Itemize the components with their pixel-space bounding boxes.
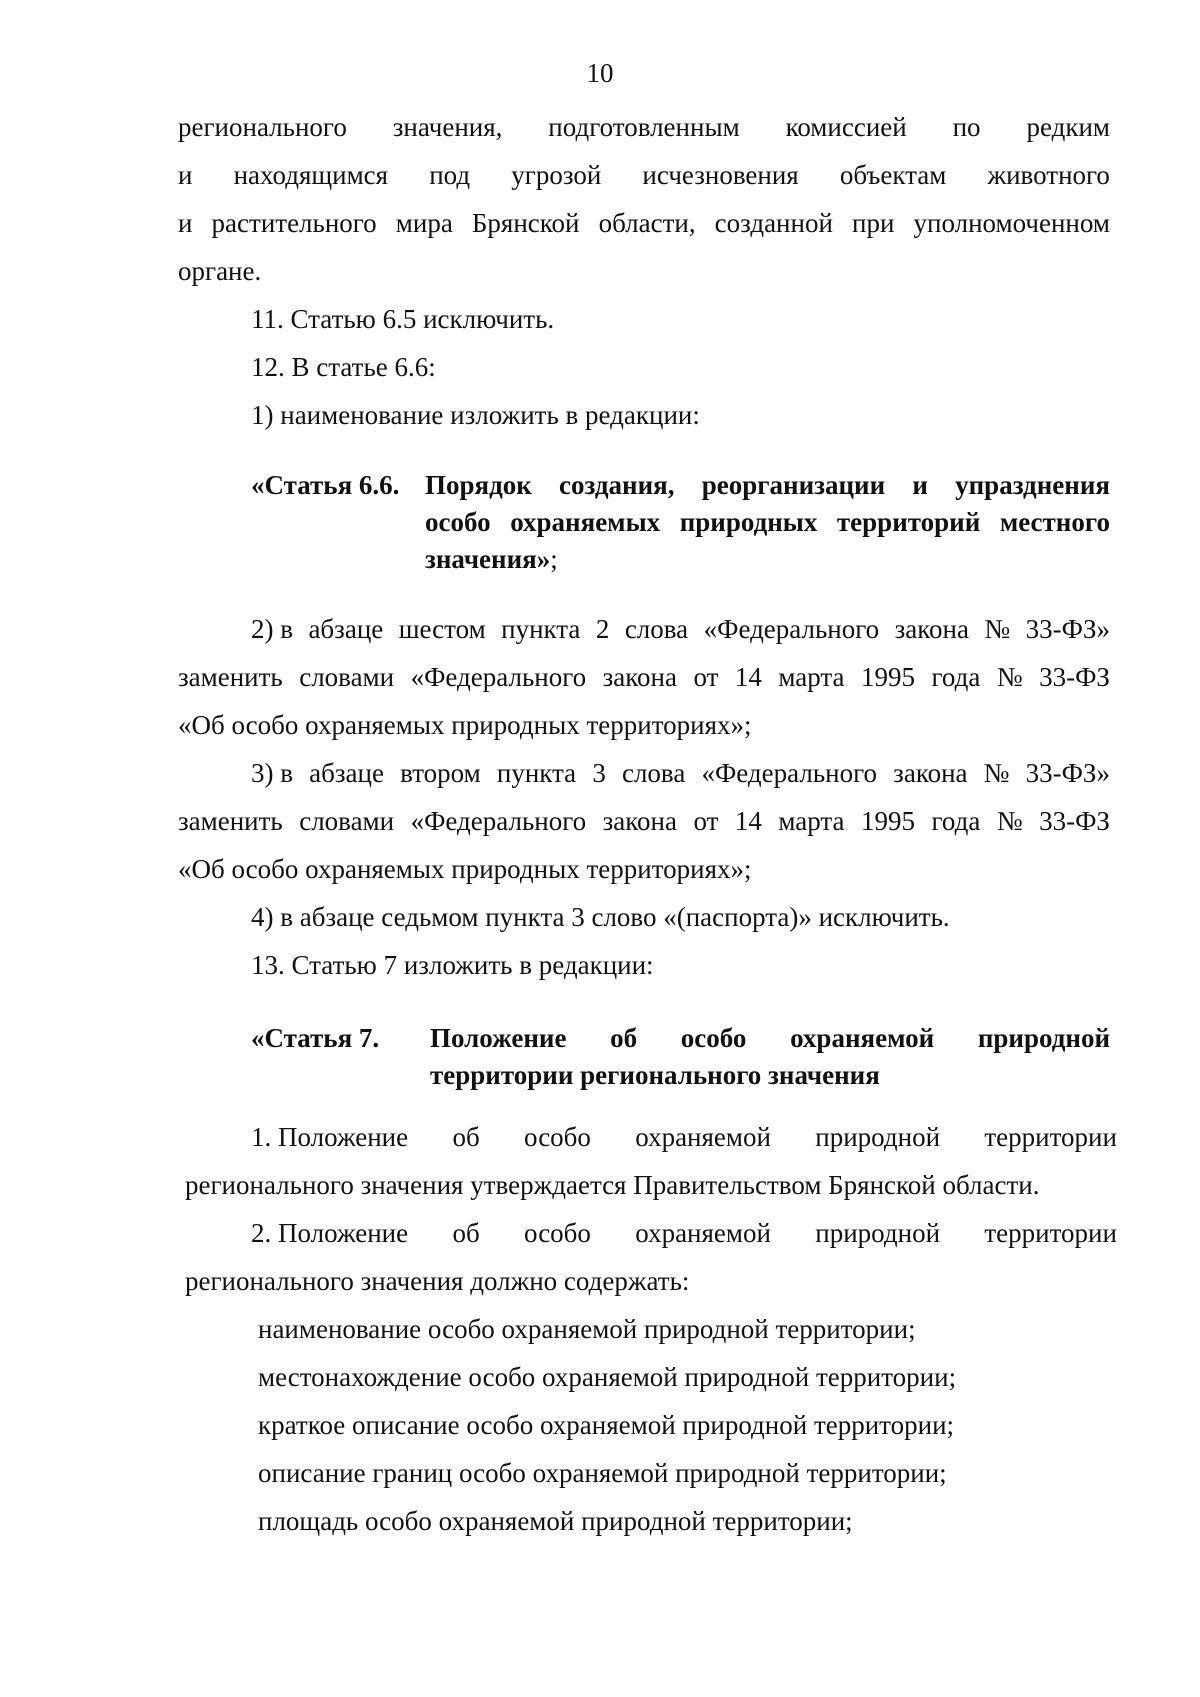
word: № — [996, 806, 1023, 836]
word: природной — [815, 1218, 941, 1248]
article-heading-label: «Статья 6.6. — [251, 470, 400, 500]
word: № — [996, 662, 1023, 692]
text-line — [251, 614, 1110, 644]
word: природной — [815, 1122, 941, 1152]
word: «Федерального — [410, 806, 587, 836]
word: охраняемых — [510, 507, 661, 537]
text-line — [178, 662, 1110, 692]
word: особо — [524, 1122, 591, 1152]
article-heading-punct: ; — [550, 544, 558, 574]
word: 14 — [734, 806, 762, 836]
word: 2 — [595, 614, 610, 644]
word: комиссией — [785, 112, 907, 142]
text-line: регионального значения утверждается Правительством Брянской области. — [185, 1170, 1040, 1200]
word: 3) в — [251, 758, 293, 788]
word: упразднения — [955, 470, 1110, 500]
word: территорий — [836, 507, 981, 537]
word: и — [912, 470, 928, 500]
word: 1995 — [861, 662, 915, 692]
word: пункта — [496, 758, 577, 788]
text-line: наименование особо охраняемой природной территории; — [258, 1314, 916, 1344]
text-line — [251, 1218, 1117, 1248]
word: 14 — [734, 662, 762, 692]
word: особо — [680, 1023, 747, 1053]
word: охраняемой — [635, 1218, 771, 1248]
word: местного — [999, 507, 1110, 537]
word: пункта — [501, 614, 581, 644]
word: абзаце — [308, 614, 384, 644]
word: редким — [1026, 112, 1110, 142]
word: года — [931, 806, 981, 836]
text-line: 1) наименование изложить в редакции: — [251, 400, 700, 430]
word: находящимся — [233, 160, 389, 190]
text-line — [178, 208, 1110, 238]
word: слова — [621, 758, 686, 788]
word: значения, — [392, 112, 503, 142]
article-heading-line — [430, 1023, 1110, 1053]
text-line — [251, 758, 1110, 788]
word: уполномоченном — [913, 208, 1110, 238]
word: закона — [602, 662, 677, 692]
word: абзаце — [309, 758, 384, 788]
word: 1995 — [861, 806, 915, 836]
word: марта — [778, 806, 845, 836]
word: года — [931, 662, 981, 692]
word: словами — [299, 662, 395, 692]
word: природных — [679, 507, 818, 537]
word: территории — [984, 1122, 1117, 1152]
word: природной — [977, 1023, 1110, 1053]
word: 33-ФЗ — [1039, 806, 1110, 836]
word: 33-ФЗ — [1039, 662, 1110, 692]
word: созданной — [714, 208, 833, 238]
word: по — [952, 112, 981, 142]
word: и — [178, 160, 193, 190]
word: от — [693, 806, 719, 836]
text-line: «Об особо охраняемых природных территориях»; — [178, 710, 752, 740]
text-line: краткое описание особо охраняемой природной территории; — [258, 1410, 955, 1440]
text-line: 12. В статье 6.6: — [251, 352, 436, 382]
word: об — [452, 1122, 480, 1152]
word: 3 — [592, 758, 606, 788]
word: исчезновения — [642, 160, 799, 190]
word: закона — [893, 758, 968, 788]
word: при — [852, 208, 895, 238]
word: охраняемой — [790, 1023, 935, 1053]
word: 33-ФЗ» — [1025, 614, 1110, 644]
word: «Федерального — [701, 758, 878, 788]
word: особо — [425, 507, 491, 537]
text-line: 11. Статью 6.5 исключить. — [251, 304, 555, 334]
word: об — [610, 1023, 638, 1053]
word: «Федерального — [703, 614, 880, 644]
word: области, — [598, 208, 696, 238]
text-line — [178, 806, 1110, 836]
word: мира — [395, 208, 453, 238]
word: закона — [602, 806, 677, 836]
article-heading-line — [425, 470, 1110, 500]
word: и — [178, 208, 193, 238]
word: Положение — [430, 1023, 567, 1053]
text-line: 13. Статью 7 изложить в редакции: — [251, 950, 654, 980]
word: 33-ФЗ» — [1025, 758, 1110, 788]
word: «Федерального — [410, 662, 587, 692]
word: слова — [624, 614, 689, 644]
article-heading-line — [425, 544, 558, 574]
word: об — [452, 1218, 480, 1248]
text-line — [178, 160, 1110, 190]
word: создания, — [559, 470, 675, 500]
word: 2) в — [251, 614, 293, 644]
word: Порядок — [425, 470, 532, 500]
word: территории — [984, 1218, 1117, 1248]
word: объектам — [839, 160, 947, 190]
article-heading-text: значения» — [425, 544, 551, 574]
word: заменить — [178, 662, 283, 692]
word: растительного — [211, 208, 377, 238]
word: животного — [987, 160, 1110, 190]
word: марта — [778, 662, 845, 692]
word: словами — [299, 806, 395, 836]
word: Брянской — [471, 208, 580, 238]
text-line: описание границ особо охраняемой природной территории; — [258, 1458, 947, 1488]
article-heading-line — [425, 507, 1110, 537]
word: под — [429, 160, 471, 190]
word: № — [984, 614, 1011, 644]
text-line: площадь особо охраняемой природной территории; — [258, 1506, 853, 1536]
word: особо — [524, 1218, 591, 1248]
word: охраняемой — [635, 1122, 771, 1152]
text-line: органе. — [178, 256, 262, 286]
text-line: регионального значения должно содержать: — [185, 1266, 690, 1296]
article-heading-label: «Статья 7. — [251, 1023, 380, 1053]
text-line: 4) в абзаце седьмом пункта 3 слово «(паспорта)» исключить. — [251, 902, 950, 932]
word: 2. Положение — [251, 1218, 409, 1248]
text-line: «Об особо охраняемых природных территориях»; — [178, 854, 752, 884]
text-line: местонахождение особо охраняемой природной территории; — [258, 1362, 957, 1392]
word: шестом — [398, 614, 486, 644]
word: угрозой — [511, 160, 602, 190]
word: реорганизации — [701, 470, 886, 500]
article-heading-line: территории регионального значения — [430, 1060, 880, 1090]
text-line — [251, 1122, 1117, 1152]
word: закона — [894, 614, 969, 644]
word: № — [983, 758, 1010, 788]
word: от — [693, 662, 719, 692]
word: подготовленным — [548, 112, 740, 142]
word: заменить — [178, 806, 283, 836]
word: втором — [400, 758, 481, 788]
word: 1. Положение — [251, 1122, 409, 1152]
text-line — [178, 112, 1110, 142]
word: регионального — [178, 112, 347, 142]
page-number: 10 — [586, 58, 614, 88]
